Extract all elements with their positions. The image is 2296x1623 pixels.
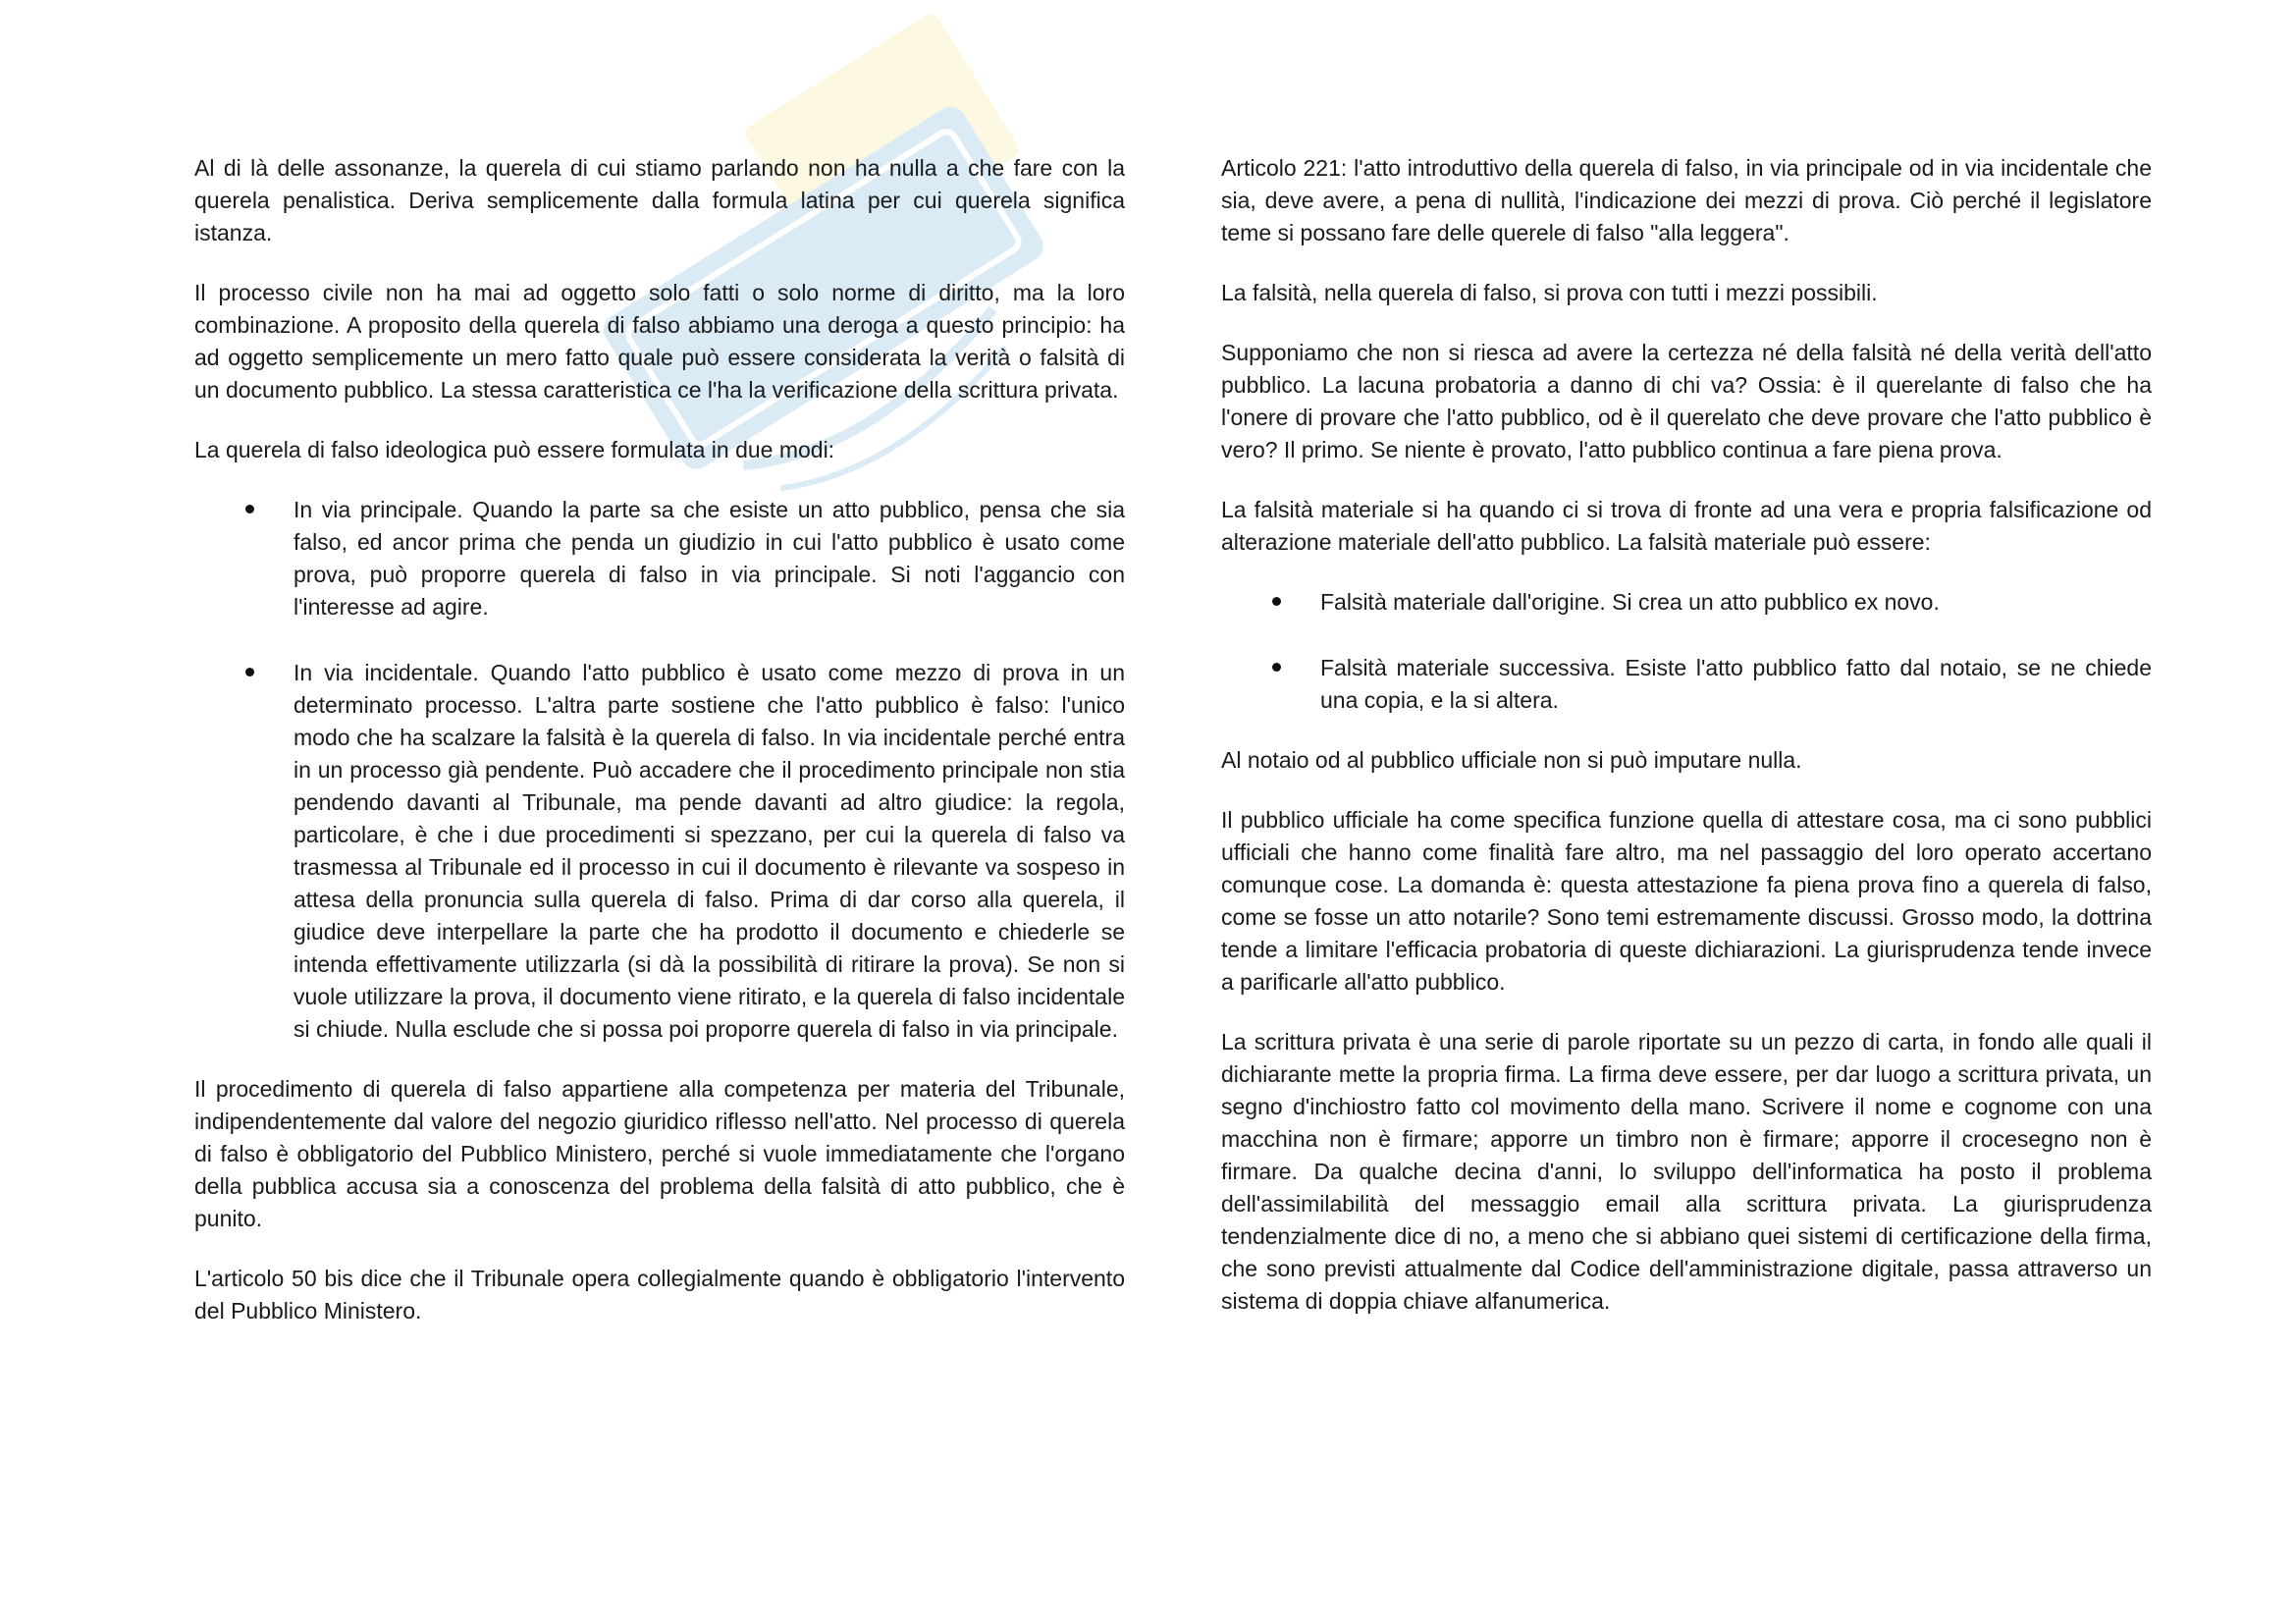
paragraph: Il procedimento di querela di falso appartiene alla competenza per materia del Tribunale, indipendentemente dal valore del negozio giuridico riflesso nell'atto. Nel processo di querela di falso è obbligatorio del Pubblico Ministero, perché si vuole immediatamente che l'organo della pubblica accusa sia a conoscenza del problema della falsità di atto pubblico, che è punito. xyxy=(194,1076,1125,1231)
right-column xyxy=(1221,152,2152,1345)
paragraph: Articolo 221: l'atto introduttivo della querela di falso, in via principale od in via incidentale che sia, deve avere, a pena di nullità, l'indicazione dei mezzi di prova. Ciò perché il legislatore teme si possano fare delle querele di falso "alla leggera". xyxy=(1221,155,2152,245)
list-item-text: Falsità materiale dall'origine. Si crea un atto pubblico ex novo. xyxy=(1320,589,1940,615)
list-item xyxy=(1221,652,2152,717)
bullet-icon xyxy=(245,668,254,676)
paragraph: L'articolo 50 bis dice che il Tribunale opera collegialmente quando è obbligatorio l'intervento del Pubblico Ministero. xyxy=(194,1266,1125,1324)
list-item xyxy=(194,494,1125,623)
list-item-text: In via principale. Quando la parte sa che esiste un atto pubblico, pensa che sia falso, ed ancor prima che penda un giudizio in cui l'atto pubblico è usato come prova, può proporre querela di falso in via principale. Si noti l'aggancio con l'interesse ad agire. xyxy=(294,497,1125,620)
paragraph: La falsità, nella querela di falso, si prova con tutti i mezzi possibili. xyxy=(1221,280,1878,305)
list-item-text: Falsità materiale successiva. Esiste l'atto pubblico fatto dal notaio, se ne chiede una copia, e la si altera. xyxy=(1320,655,2152,713)
paragraph: La falsità materiale si ha quando ci si trova di fronte ad una vera e propria falsificazione od alterazione materiale dell'atto pubblico. La falsità materiale può essere: xyxy=(1221,497,2152,555)
paragraph: Supponiamo che non si riesca ad avere la certezza né della falsità né della verità dell'atto pubblico. La lacuna probatoria a danno di chi va? Ossia: è il querelante di falso che ha l'onere di provare che l'atto pubblico, od è il querelato che deve provare che l'atto pubblico è vero? Il primo. Se niente è provato, l'atto pubblico continua a fare piena prova. xyxy=(1221,340,2152,462)
list-item xyxy=(1221,586,2152,619)
list-item-text: In via incidentale. Quando l'atto pubblico è usato come mezzo di prova in un determinato processo. L'altra parte sostiene che l'atto pubblico è falso: l'unico modo che ha scalzare la falsità è la querela di falso. In via incidentale perché entra in un processo già pendente. Può accadere che il procedimento principale non stia pendendo davanti al Tribunale, ma pende davanti ad altro giudice: la regola, particolare, è che i due procedimenti si spezzano, per cui la querela di falso va trasmessa al Tribunale ed il processo in cui il documento è rilevante va sospeso in attesa della pronuncia sulla querela di falso. Prima di dar corso alla querela, il giudice deve interpellare la parte che ha prodotto il documento e chiederle se intenda effettivamente utilizzarla (si dà la possibilità di ritirare la prova). Se non si vuole utilizzare la prova, il documento viene ritirato, e la querela di falso incidentale si chiude. Nulla esclude che si possa poi proporre querela di falso in via principale. xyxy=(294,660,1125,1042)
paragraph: Al notaio od al pubblico ufficiale non si può imputare nulla. xyxy=(1221,747,1802,773)
bullet-icon xyxy=(245,505,254,514)
paragraph: La querela di falso ideologica può essere formulata in due modi: xyxy=(194,437,835,462)
bullet-list xyxy=(1221,586,2152,717)
left-column xyxy=(194,152,1125,1355)
paragraph: La scrittura privata è una serie di parole riportate su un pezzo di carta, in fondo alle quali il dichiarante mette la propria firma. La firma deve essere, per dar luogo a scrittura privata, un segno d'inchiostro fatto col movimento della mano. Scrivere il nome e cognome con una macchina non è firmare; apporre un timbro non è firmare; apporre il crocesegno non è firmare. Da qualche decina d'anni, lo sviluppo dell'informatica ha posto il problema dell'assimilabilità del messaggio email alla scrittura privata. La giurisprudenza tendenzialmente dice di no, a meno che si abbiano quei sistemi di certificazione della firma, che sono previsti attualmente dal Codice dell'amministrazione digitale, passa attraverso un sistema di doppia chiave alfanumerica. xyxy=(1221,1029,2152,1314)
bullet-list xyxy=(194,494,1125,1046)
paragraph: Il processo civile non ha mai ad oggetto solo fatti o solo norme di diritto, ma la loro combinazione. A proposito della querela di falso abbiamo una deroga a questo principio: ha ad oggetto semplicemente un mero fatto quale può essere considerata la verità o falsità di un documento pubblico. La stessa caratteristica ce l'ha la verificazione della scrittura privata. xyxy=(194,280,1125,403)
bullet-icon xyxy=(1272,663,1281,672)
paragraph: Il pubblico ufficiale ha come specifica funzione quella di attestare cosa, ma ci sono pubblici ufficiali che hanno come finalità fare altro, ma nel passaggio del loro operato accertano comunque cose. La domanda è: questa attestazione fa piena prova fino a querela di falso, come se fosse un atto notarile? Sono temi estremamente discussi. Grosso modo, la dottrina tende a limitare l'efficacia probatoria di queste dichiarazioni. La giurisprudenza tende invece a parificarle all'atto pubblico. xyxy=(1221,807,2152,995)
bullet-icon xyxy=(1272,597,1281,606)
list-item xyxy=(194,657,1125,1046)
paragraph: Al di là delle assonanze, la querela di cui stiamo parlando non ha nulla a che fare con la querela penalistica. Deriva semplicemente dalla formula latina per cui querela significa istanza. xyxy=(194,155,1125,245)
